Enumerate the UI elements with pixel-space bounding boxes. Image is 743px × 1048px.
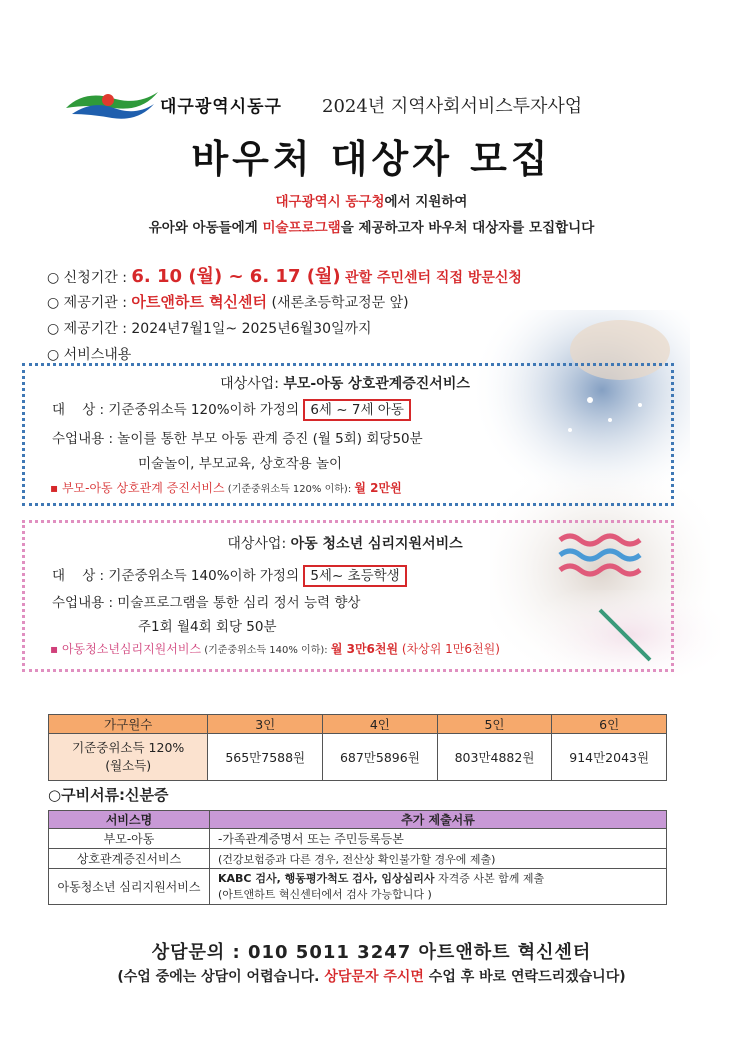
service2-target-text: 기준중위소득 140%이하 가정의 xyxy=(108,568,300,584)
docs-row-2-service: 아동청소년 심리지원서비스 xyxy=(49,869,210,905)
required-docs-table xyxy=(48,810,667,905)
header-3: 3인 xyxy=(208,715,323,734)
intro-line-2-post: 을 제공하고자 바우처 대상자를 모집합니다 xyxy=(340,220,595,236)
contact-notice xyxy=(0,966,743,986)
docs-row-2-req-rest: 자격증 사본 함께 제출 xyxy=(434,871,545,885)
intro-line-1-rest: 에서 지원하여 xyxy=(384,194,468,210)
docs-row-2-req-b: (아트앤하트 혁신센터에서 검사 가능합니다 ) xyxy=(218,887,432,901)
docs-row-1-req-b: (건강보험증과 다른 경우, 전산상 확인불가할 경우에 제출) xyxy=(210,849,667,869)
docs-row-1 xyxy=(49,829,667,849)
service2-class xyxy=(52,591,360,611)
header-4: 4인 xyxy=(323,715,438,734)
service1-title xyxy=(0,373,690,393)
service2-title-prefix: 대상사업: xyxy=(227,536,291,552)
service2-target-age: 5세~ 초등학생 xyxy=(303,565,406,587)
service1-class-text-1: 놀이를 통한 부모 아동 관계 증진 (월 5회) 회당50분 xyxy=(117,431,423,447)
income-value-5: 803만4882원 xyxy=(437,734,552,781)
application-period-value: 6. 10 (월) ~ 6. 17 (월) xyxy=(131,266,341,287)
service1-target-text: 기준중위소득 120%이하 가정의 xyxy=(108,402,300,418)
income-row-label: 기준중위소득 120% (월소득) xyxy=(49,734,208,781)
income-value-4: 687만5896원 xyxy=(323,734,438,781)
income-table xyxy=(48,714,667,781)
application-method: 관할 주민센터 직접 방문신청 xyxy=(345,270,522,286)
docs-row-1-service-a: 부모-아동 xyxy=(49,829,210,849)
service2-title-name: 아동 청소년 심리지원서비스 xyxy=(290,536,463,552)
provider-label: ○ 제공기관 : xyxy=(47,295,127,311)
docs-header-service: 서비스명 xyxy=(49,811,210,829)
service1-note-price: 월 2만원 xyxy=(354,481,402,495)
service2-class-text-1: 미술프로그램을 통한 심리 정서 능력 향상 xyxy=(117,595,361,611)
income-value-6: 914만2043원 xyxy=(552,734,667,781)
district-logo-icon xyxy=(62,86,162,124)
service1-class-label: 수업내용 : xyxy=(52,431,118,447)
provider-location: (새론초등학교정문 앞) xyxy=(271,295,409,311)
service1-target-age: 6세 ~ 7세 아동 xyxy=(303,399,411,421)
service1-note-income: (기준중위소득 120% 이하): xyxy=(224,484,355,495)
income-table-header xyxy=(49,715,667,734)
contact-info: 상담문의 : 010 5011 3247 아트앤하트 혁신센터 xyxy=(151,942,592,963)
docs-table-header xyxy=(49,811,667,829)
service2-note-extra: (차상위 1만6천원) xyxy=(398,642,500,656)
income-table-row xyxy=(49,734,667,781)
intro-line-1 xyxy=(0,190,743,210)
intro-line-2-pre: 유아와 아동들에게 xyxy=(148,220,263,236)
notice-red: 상담문자 주시면 xyxy=(324,969,424,985)
notice-pre: (수업 중에는 상담이 어렵습니다. xyxy=(117,969,325,985)
project-name: 2024년 지역사회서비스투자사업 xyxy=(322,96,583,117)
docs-row-2 xyxy=(49,869,667,905)
application-period-label: ○ 신청기간 : xyxy=(47,270,127,286)
docs-header-required: 추가 제출서류 xyxy=(210,811,667,829)
service1-title-prefix: 대상사업: xyxy=(220,376,284,392)
intro-agency: 대구광역시 동구청 xyxy=(275,194,385,210)
docs-row-2-req-bold: KABC 검사, 행동평가척도 검사, 임상심리사 xyxy=(218,871,435,885)
docs-row-1b xyxy=(49,849,667,869)
required-docs-title: ○구비서류:신분증 xyxy=(48,786,169,804)
service2-title xyxy=(0,533,690,553)
page-title: 바우처 대상자 모집 xyxy=(191,137,552,181)
notice-post: 수업 후 바로 연락드리겠습니다) xyxy=(423,969,626,985)
service2-note-price: 월 3만6천원 xyxy=(330,642,399,656)
service2-class-label: 수업내용 : xyxy=(52,595,118,611)
income-value-3: 565만7588원 xyxy=(208,734,323,781)
service2-class-text-2: 주1회 월4회 회당 50분 xyxy=(138,619,277,635)
service1-price-note xyxy=(50,479,402,496)
docs-row-1-service-b: 상호관계증진서비스 xyxy=(49,849,210,869)
application-period xyxy=(47,262,522,288)
service1-class xyxy=(52,427,423,447)
header-household: 가구원수 xyxy=(49,715,208,734)
service1-title-name: 부모-아동 상호관계증진서비스 xyxy=(283,376,470,392)
service2-note-income: (기준중위소득 140% 이하): xyxy=(201,645,331,656)
service1-class-text-2: 미술놀이, 부모교육, 상호작용 놀이 xyxy=(138,456,343,472)
provision-period: ○ 제공기간 : 2024년7월1일~ 2025년6월30일까지 xyxy=(47,321,372,337)
header-5: 5인 xyxy=(437,715,552,734)
service1-note-name: ▪ 부모-아동 상호관계 증진서비스 xyxy=(50,481,225,495)
intro-program: 미술프로그램 xyxy=(262,220,341,236)
provider-name: 아트앤하트 혁신센터 xyxy=(131,293,268,311)
docs-row-1-req-a: -가족관계증명서 또는 주민등록등본 xyxy=(210,829,667,849)
service-content-label: ○ 서비스내용 xyxy=(47,347,132,363)
service1-target xyxy=(52,398,411,418)
header-6: 6인 xyxy=(552,715,667,734)
service2-target xyxy=(52,564,407,584)
service2-target-label: 대 상 : xyxy=(52,568,109,584)
district-name: 대구광역시동구 xyxy=(160,97,282,117)
provider xyxy=(47,291,409,312)
service1-target-label: 대 상 : xyxy=(52,402,109,418)
intro-line-2 xyxy=(0,216,743,236)
service2-price-note xyxy=(50,640,500,657)
service2-note-name: ▪ 아동청소년심리지원서비스 xyxy=(50,642,202,656)
docs-row-2-req xyxy=(210,869,667,905)
